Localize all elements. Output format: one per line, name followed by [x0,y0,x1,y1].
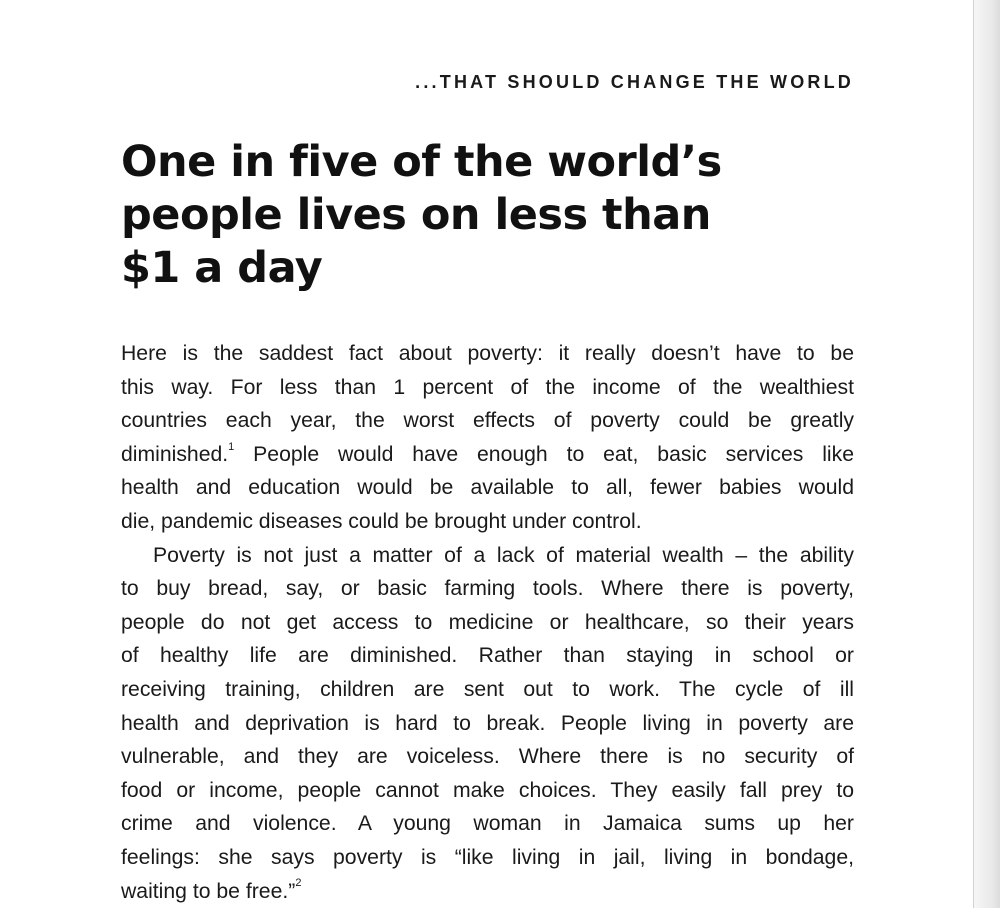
running-head: ...THAT SHOULD CHANGE THE WORLD [415,72,854,92]
body-text [121,337,854,908]
text-line: receiving training, children are sent out to work. The cycle of ill [121,677,854,701]
title-line: people lives on less than [121,190,711,240]
text-line: feelings: she says poverty is “like living in jail, living in bondage, [121,845,854,869]
text-fragment: People would have enough to eat, basic services like [234,442,854,466]
page-edge [973,0,1000,908]
text-line: countries each year, the worst effects of poverty could be greatly [121,409,854,433]
text-line: people do not get access to medicine or healthcare, so their years [121,610,854,634]
paragraph-2 [121,539,854,908]
text-line: die, pandemic diseases could be brought under control. [121,509,642,533]
footnote-marker-2: 2 [295,877,302,890]
text-line: Poverty is not just a matter of a lack of material wealth – the ability [153,543,854,567]
text-line: to buy bread, say, or basic farming tools. Where there is poverty, [121,577,854,601]
title-line: One in five of the world’s [121,137,722,187]
text-line [121,875,854,908]
title-line: $1 a day [121,243,323,293]
text-fragment: diminished. [121,442,229,466]
text-line: crime and violence. A young woman in Jamaica sums up her [121,812,854,836]
page-title [121,136,841,295]
paragraph-1 [121,337,854,539]
text-line [121,438,854,472]
text-line: this way. For less than 1 percent of the income of the wealthiest [121,375,854,399]
text-line: health and education would be available to all, fewer babies would [121,476,854,500]
text-line: health and deprivation is hard to break. People living in poverty are [121,711,854,735]
text-line: vulnerable, and they are voiceless. Where there is no security of [121,745,854,769]
text-line: of healthy life are diminished. Rather than staying in school or [121,644,854,668]
text-fragment: waiting to be free.” [121,879,296,903]
footnote-marker-1: 1 [228,440,235,453]
text-line: food or income, people cannot make choices. They easily fall prey to [121,778,854,802]
text-line: Here is the saddest fact about poverty: it really doesn’t have to be [121,342,854,365]
